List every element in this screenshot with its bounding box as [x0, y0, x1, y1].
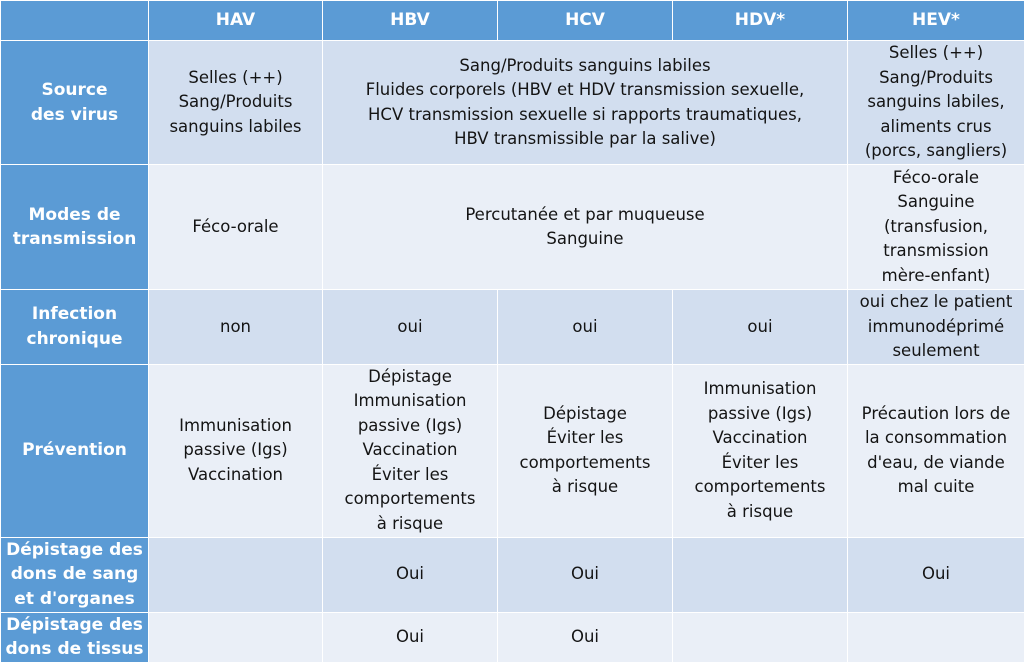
cell-source-hav: Selles (++) Sang/Produits sanguins labiles [149, 41, 323, 165]
row-screening-tissue [1, 612, 1024, 662]
cell-prevention-hdv: Immunisation passive (Igs) Vaccination Éviter les comportements à risque [673, 364, 848, 537]
row-header-screening-tissue: Dépistage des dons de tissus [1, 612, 149, 662]
cell-screening-blood-hbv: Oui [323, 537, 498, 612]
cell-prevention-hev: Précaution lors de la consommation d'eau, de viande mal cuite [848, 364, 1024, 537]
cell-prevention-hbv: Dépistage Immunisation passive (Igs) Vaccination Éviter les comportements à risque [323, 364, 498, 537]
row-header-screening-blood: Dépistage des dons de sang et d'organes [1, 537, 149, 612]
column-header-hbv: HBV [323, 1, 498, 41]
cell-screening-tissue-hdv [673, 612, 848, 662]
cell-screening-blood-hdv [673, 537, 848, 612]
row-modes [1, 165, 1024, 290]
header-corner-cell [1, 1, 149, 41]
row-header-prevention: Prévention [1, 364, 149, 537]
cell-chronic-hcv: oui [498, 290, 673, 365]
header-row [1, 1, 1024, 41]
row-header-modes: Modes de transmission [1, 165, 149, 290]
cell-modes-hav: Féco-orale [149, 165, 323, 290]
cell-screening-tissue-hav [149, 612, 323, 662]
cell-source-hev: Selles (++) Sang/Produits sanguins labiles, aliments crus (porcs, sangliers) [848, 41, 1024, 165]
row-chronic [1, 290, 1024, 365]
row-source [1, 41, 1024, 165]
row-header-chronic: Infection chronique [1, 290, 149, 365]
cell-screening-tissue-hev [848, 612, 1024, 662]
cell-chronic-hav: non [149, 290, 323, 365]
cell-source-hbv-hcv-hdv: Sang/Produits sanguins labiles Fluides corporels (HBV et HDV transmission sexuelle, HCV transmission sexuelle si rapports traumatiques, HBV transmissible par la salive) [323, 41, 848, 165]
cell-prevention-hav: Immunisation passive (Igs) Vaccination [149, 364, 323, 537]
row-header-source: Source des virus [1, 41, 149, 165]
column-header-hdv: HDV* [673, 1, 848, 41]
cell-screening-blood-hcv: Oui [498, 537, 673, 612]
cell-modes-hev: Féco-orale Sanguine (transfusion, transmission mère-enfant) [848, 165, 1024, 290]
cell-chronic-hdv: oui [673, 290, 848, 365]
cell-screening-blood-hav [149, 537, 323, 612]
cell-screening-blood-hev: Oui [848, 537, 1024, 612]
column-header-hev: HEV* [848, 1, 1024, 41]
column-header-hcv: HCV [498, 1, 673, 41]
cell-screening-tissue-hbv: Oui [323, 612, 498, 662]
row-prevention [1, 364, 1024, 537]
row-screening-blood [1, 537, 1024, 612]
column-header-hav: HAV [149, 1, 323, 41]
cell-prevention-hcv: Dépistage Éviter les comportements à risque [498, 364, 673, 537]
cell-screening-tissue-hcv: Oui [498, 612, 673, 662]
cell-chronic-hev: oui chez le patient immunodéprimé seulement [848, 290, 1024, 365]
cell-chronic-hbv: oui [323, 290, 498, 365]
cell-modes-hbv-hcv-hdv: Percutanée et par muqueuse Sanguine [323, 165, 848, 290]
